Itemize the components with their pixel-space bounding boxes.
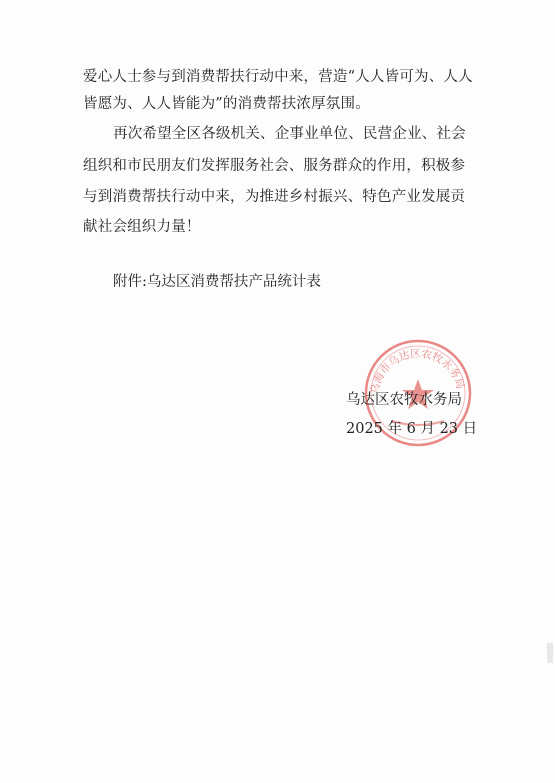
paragraph1-line2: 皆愿为、人人皆能为”的消费帮扶浓厚氛围。	[83, 96, 370, 112]
signature-date: 2025 年 6 月 23 日	[346, 421, 478, 437]
page-edge-mark	[547, 643, 553, 663]
paragraph2-line1: 再次希望全区各级机关、企事业单位、民营企业、社会	[113, 126, 466, 142]
svg-text:乌海市乌达区农牧水务局: 乌海市乌达区农牧水务局	[368, 347, 467, 396]
attachment-note: 附件:乌达区消费帮扶产品统计表	[113, 274, 321, 290]
signature-org: 乌达区农牧水务局	[346, 392, 462, 408]
paragraph2-line3: 与到消费帮扶行动中来，为推进乡村振兴、特色产业发展贡	[83, 189, 466, 205]
paragraph2-line4: 献社会组织力量！	[83, 219, 201, 235]
paragraph2-line2: 组织和市民朋友们发挥服务社会、服务群众的作用，积极参	[83, 158, 466, 174]
paragraph1-line1: 爱心人士参与到消费帮扶行动中来，营造“人人皆可为、人人	[83, 69, 473, 85]
